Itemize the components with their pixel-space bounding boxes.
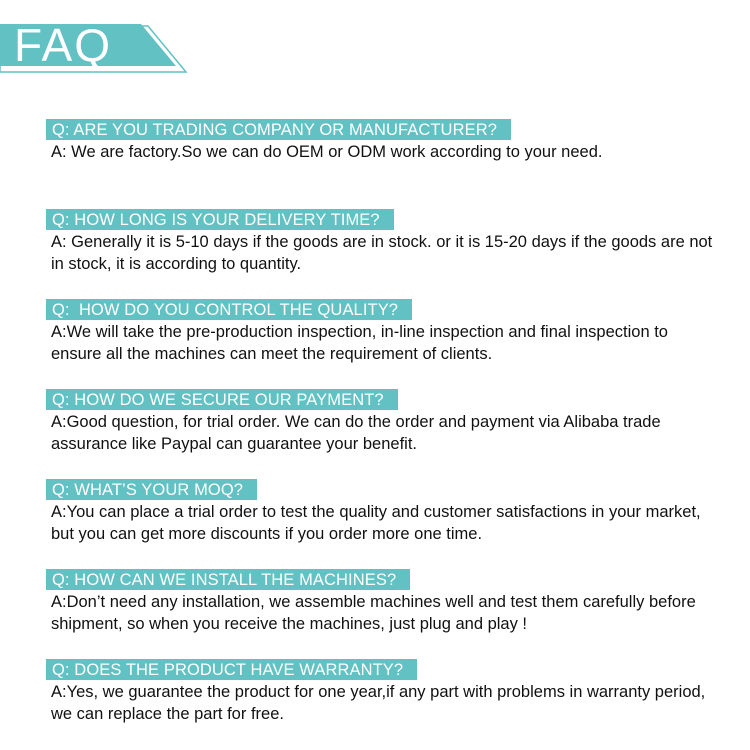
faq-item: [46, 209, 716, 299]
faq-question: Q: ARE YOU TRADING COMPANY OR MANUFACTURER?: [46, 119, 511, 140]
faq-list: [46, 119, 716, 749]
faq-question: Q: HOW CAN WE INSTALL THE MACHINES?: [46, 569, 410, 590]
faq-item: [46, 479, 716, 569]
faq-question: Q: WHAT’S YOUR MOQ?: [46, 479, 257, 500]
faq-answer: A:Good question, for trial order. We can do the order and payment via Alibaba trade assurance like Paypal can guarantee your benefit.: [51, 413, 661, 453]
faq-item: [46, 119, 716, 209]
faq-title: FAQ: [14, 19, 113, 71]
faq-header: [0, 0, 200, 90]
faq-answer: A:You can place a trial order to test the quality and customer satisfactions in your market, but you can get more discounts if you order more one time.: [51, 503, 701, 543]
faq-answer: A:Yes, we guarantee the product for one year,if any part with problems in warranty period, we can replace the part for free.: [51, 683, 706, 723]
faq-item: [46, 299, 716, 389]
faq-answer: A: We are factory.So we can do OEM or ODM work according to your need.: [51, 143, 603, 161]
faq-question: Q: DOES THE PRODUCT HAVE WARRANTY?: [46, 659, 417, 680]
faq-item: [46, 659, 716, 749]
faq-question: Q: HOW LONG IS YOUR DELIVERY TIME?: [46, 209, 394, 230]
faq-item: [46, 569, 716, 659]
faq-answer: A:Don’t need any installation, we assemble machines well and test them carefully before shipment, so when you receive the machines, just plug and play !: [51, 593, 696, 633]
faq-question: Q: HOW DO WE SECURE OUR PAYMENT?: [46, 389, 398, 410]
faq-answer: A:We will take the pre-production inspection, in-line inspection and final inspection to ensure all the machines can meet the requirement of clients.: [51, 323, 668, 363]
faq-question: Q: HOW DO YOU CONTROL THE QUALITY?: [46, 299, 412, 320]
faq-item: [46, 389, 716, 479]
faq-answer: A: Generally it is 5-10 days if the goods are in stock. or it is 15-20 days if the goods are not in stock, it is according to quantity.: [51, 233, 713, 273]
